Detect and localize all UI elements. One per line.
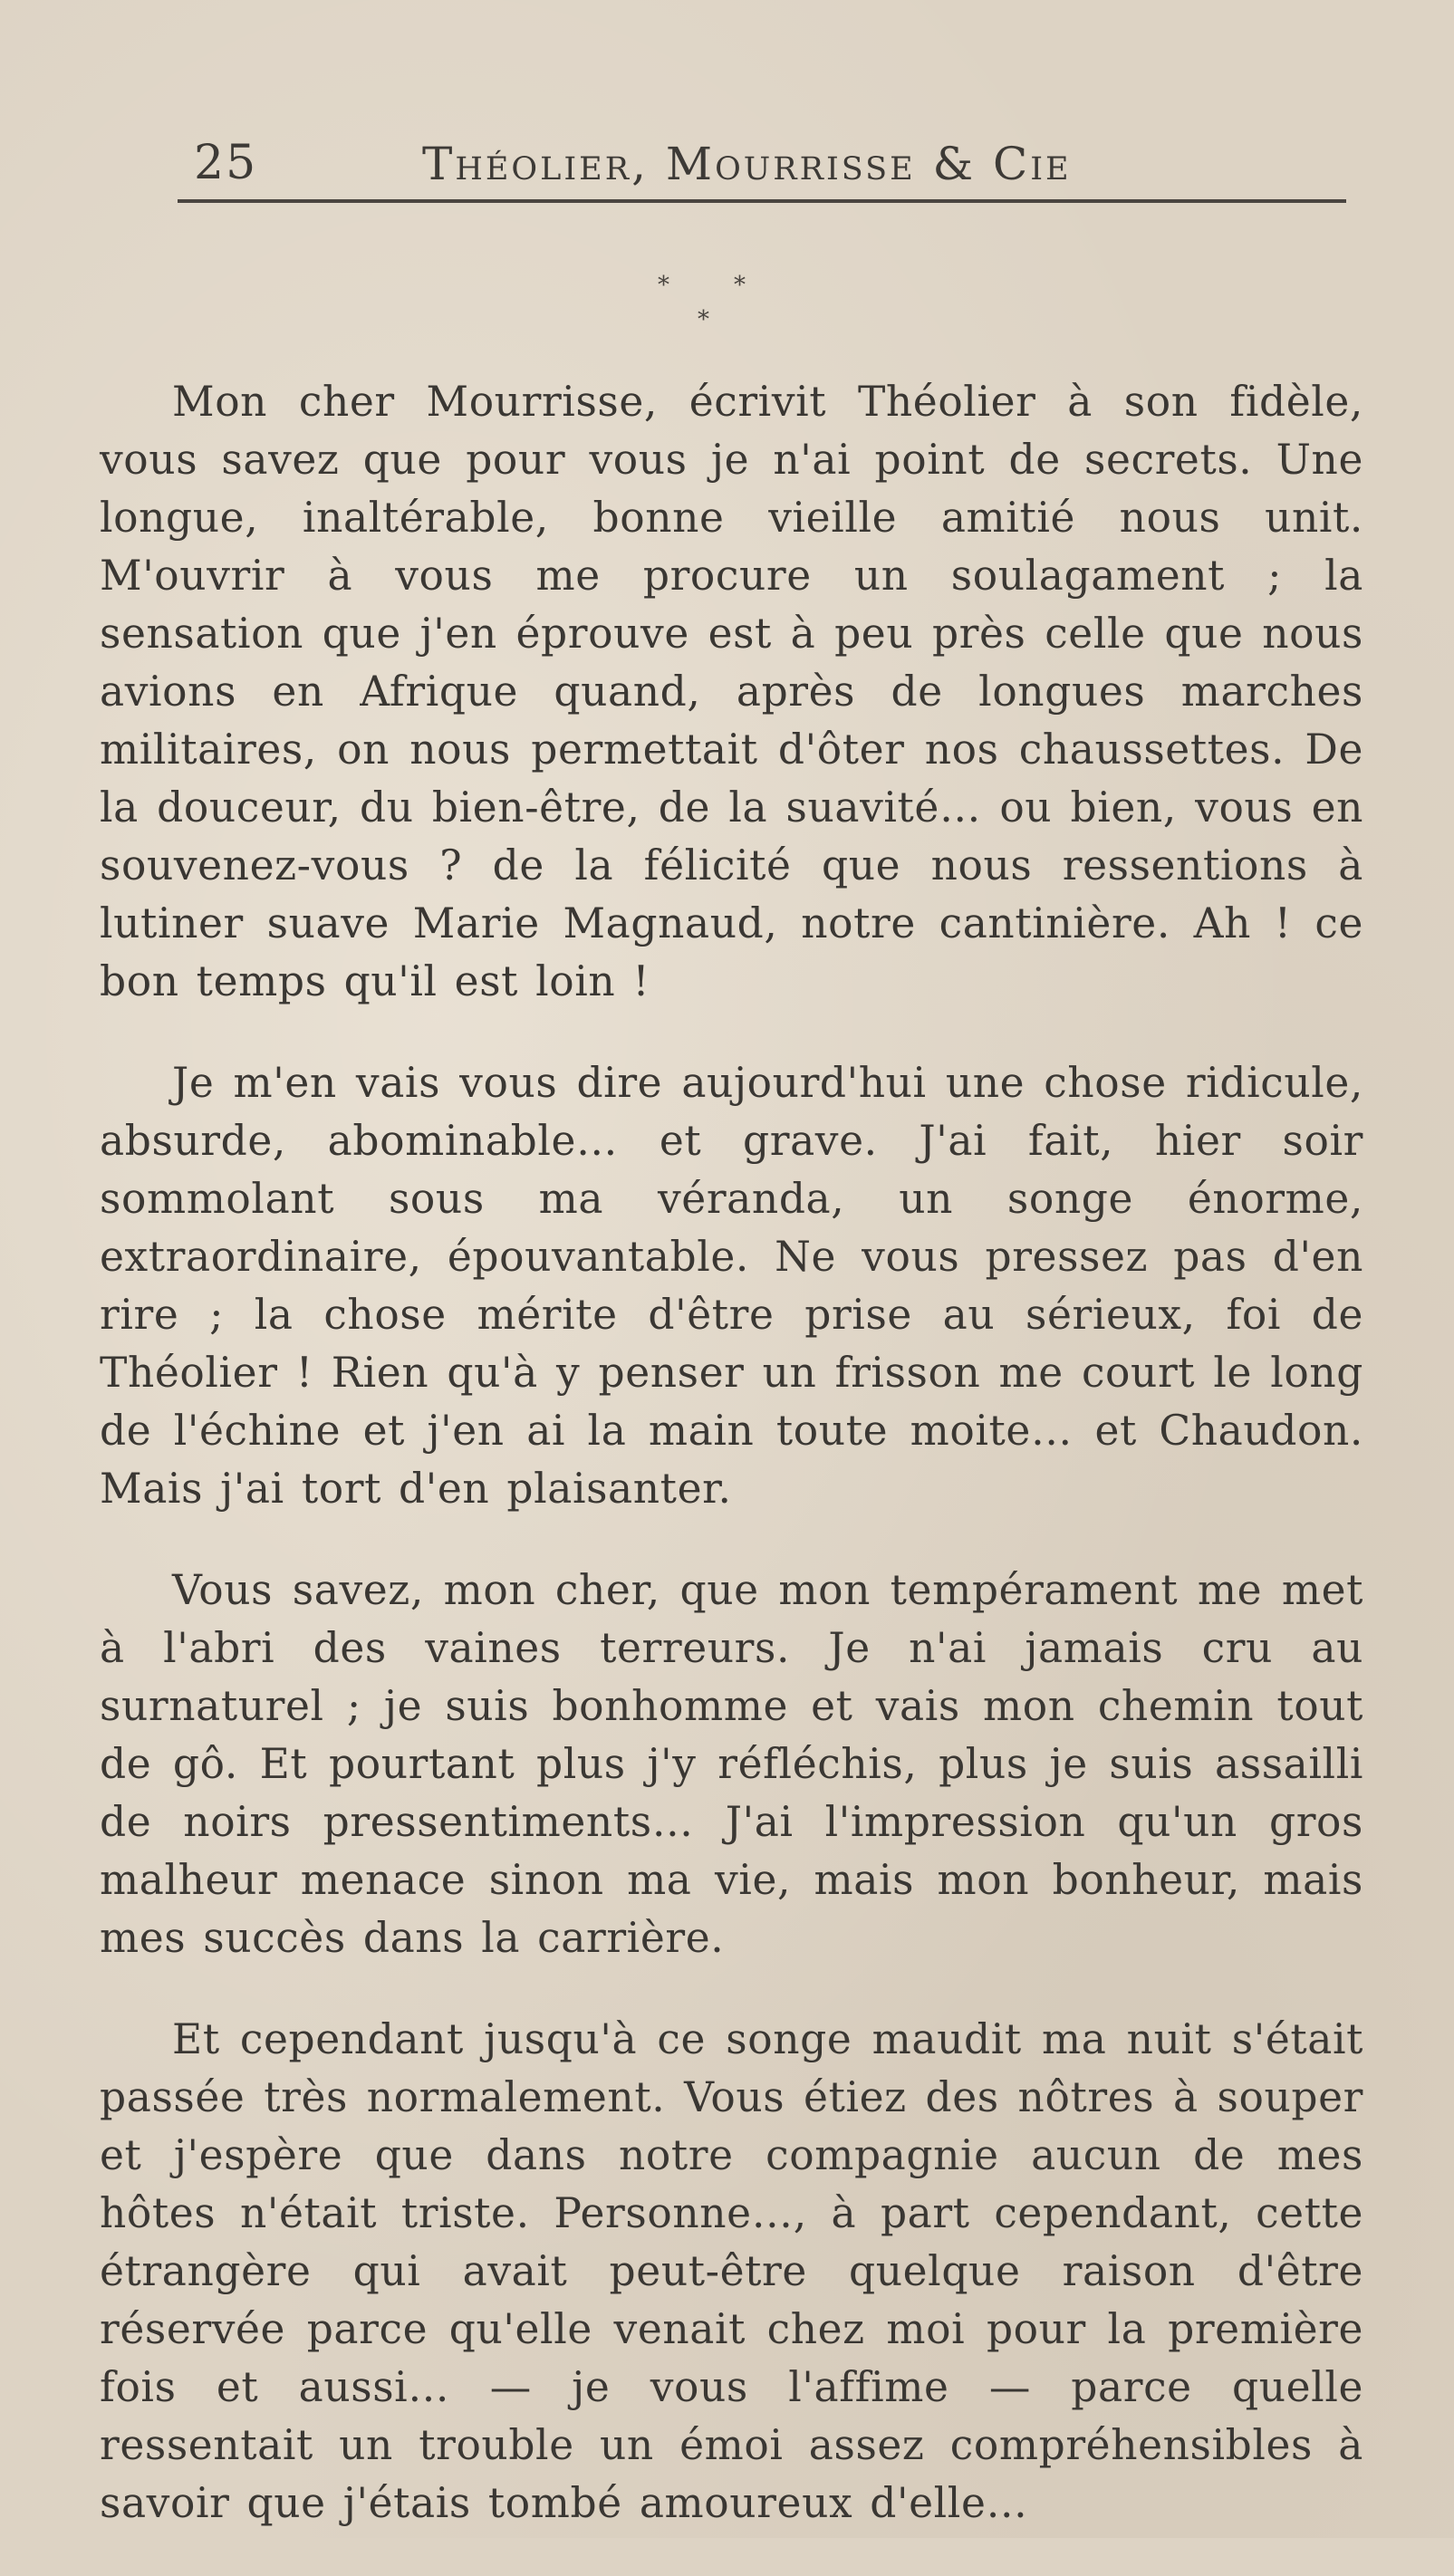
asterism-star-left: *: [658, 272, 669, 299]
paragraph-4: Et cependant jusqu'à ce songe maudit ma nuit s'était passée très normalement. Vous étiez des nôtres à souper et j'espère que dans notre compagnie aucun de mes hôtes n'était triste. Personne…, à part cependant, cette étrangère qui avait peut-être quelque raison d'être réservée parce qu'elle venait chez moi pour la première fois et aussi… — je vous l'affime — parce quelle ressentait un trouble un émoi assez compréhensibles à savoir que j'étais tombé amoureux d'elle…: [100, 2015, 1363, 2527]
paragraph-3: Vous savez, mon cher, que mon tempérament me met à l'abri des vaines terreurs. Je n'ai jamais cru au surnaturel ; je suis bonhomme et vais mon chemin tout de gô. Et pourtant plus j'y réfléchis, plus je suis assailli de noirs pressentiments… J'ai l'impression qu'un gros malheur menace sinon ma vie, mais mon bonheur, mais mes succès dans la carrière.: [100, 1566, 1363, 1962]
running-head: [178, 136, 1346, 208]
paragraph-1: Mon cher Mourrisse, écrivit Théolier à son fidèle, vous savez que pour vous je n'ai point de secrets. Une longue, inaltérable, bonne vieille amitié nous unit. M'ouvrir à vous me procure un soulagament ; la sensation que j'en éprouve est à peu près celle que nous avions en Afrique quand, après de longues marches militaires, on nous permettait d'ôter nos chaussettes. De la douceur, du bien-être, de la suavité… ou bien, vous en souvenez-vous ? de la félicité que nous ressentions à lutiner suave Marie Magnaud, notre cantinière. Ah ! ce bon temps qu'il est loin !: [100, 378, 1363, 1005]
header-rule: [178, 199, 1346, 203]
page-number: 25: [194, 136, 258, 190]
asterism-ornament: [652, 272, 797, 344]
running-title: Théolier, Mourrisse & Cie: [422, 138, 1072, 190]
paragraph-2: Je m'en vais vous dire aujourd'hui une chose ridicule, absurde, abominable… et grave. J'ai fait, hier soir sommolant sous ma véranda, un songe énorme, extraordinaire, épouvantable. Ne vous pressez pas d'en rire ; la chose mérite d'être prise au sérieux, foi de Théolier ! Rien qu'à y penser un frisson me court le long de l'échine et j'en ai la main toute moite… et Chaudon. Mais j'ai tort d'en plaisanter.: [100, 1059, 1363, 1513]
body-text: [100, 373, 1363, 2576]
asterism-star-bottom: *: [698, 306, 709, 333]
asterism-star-right: *: [734, 272, 746, 299]
